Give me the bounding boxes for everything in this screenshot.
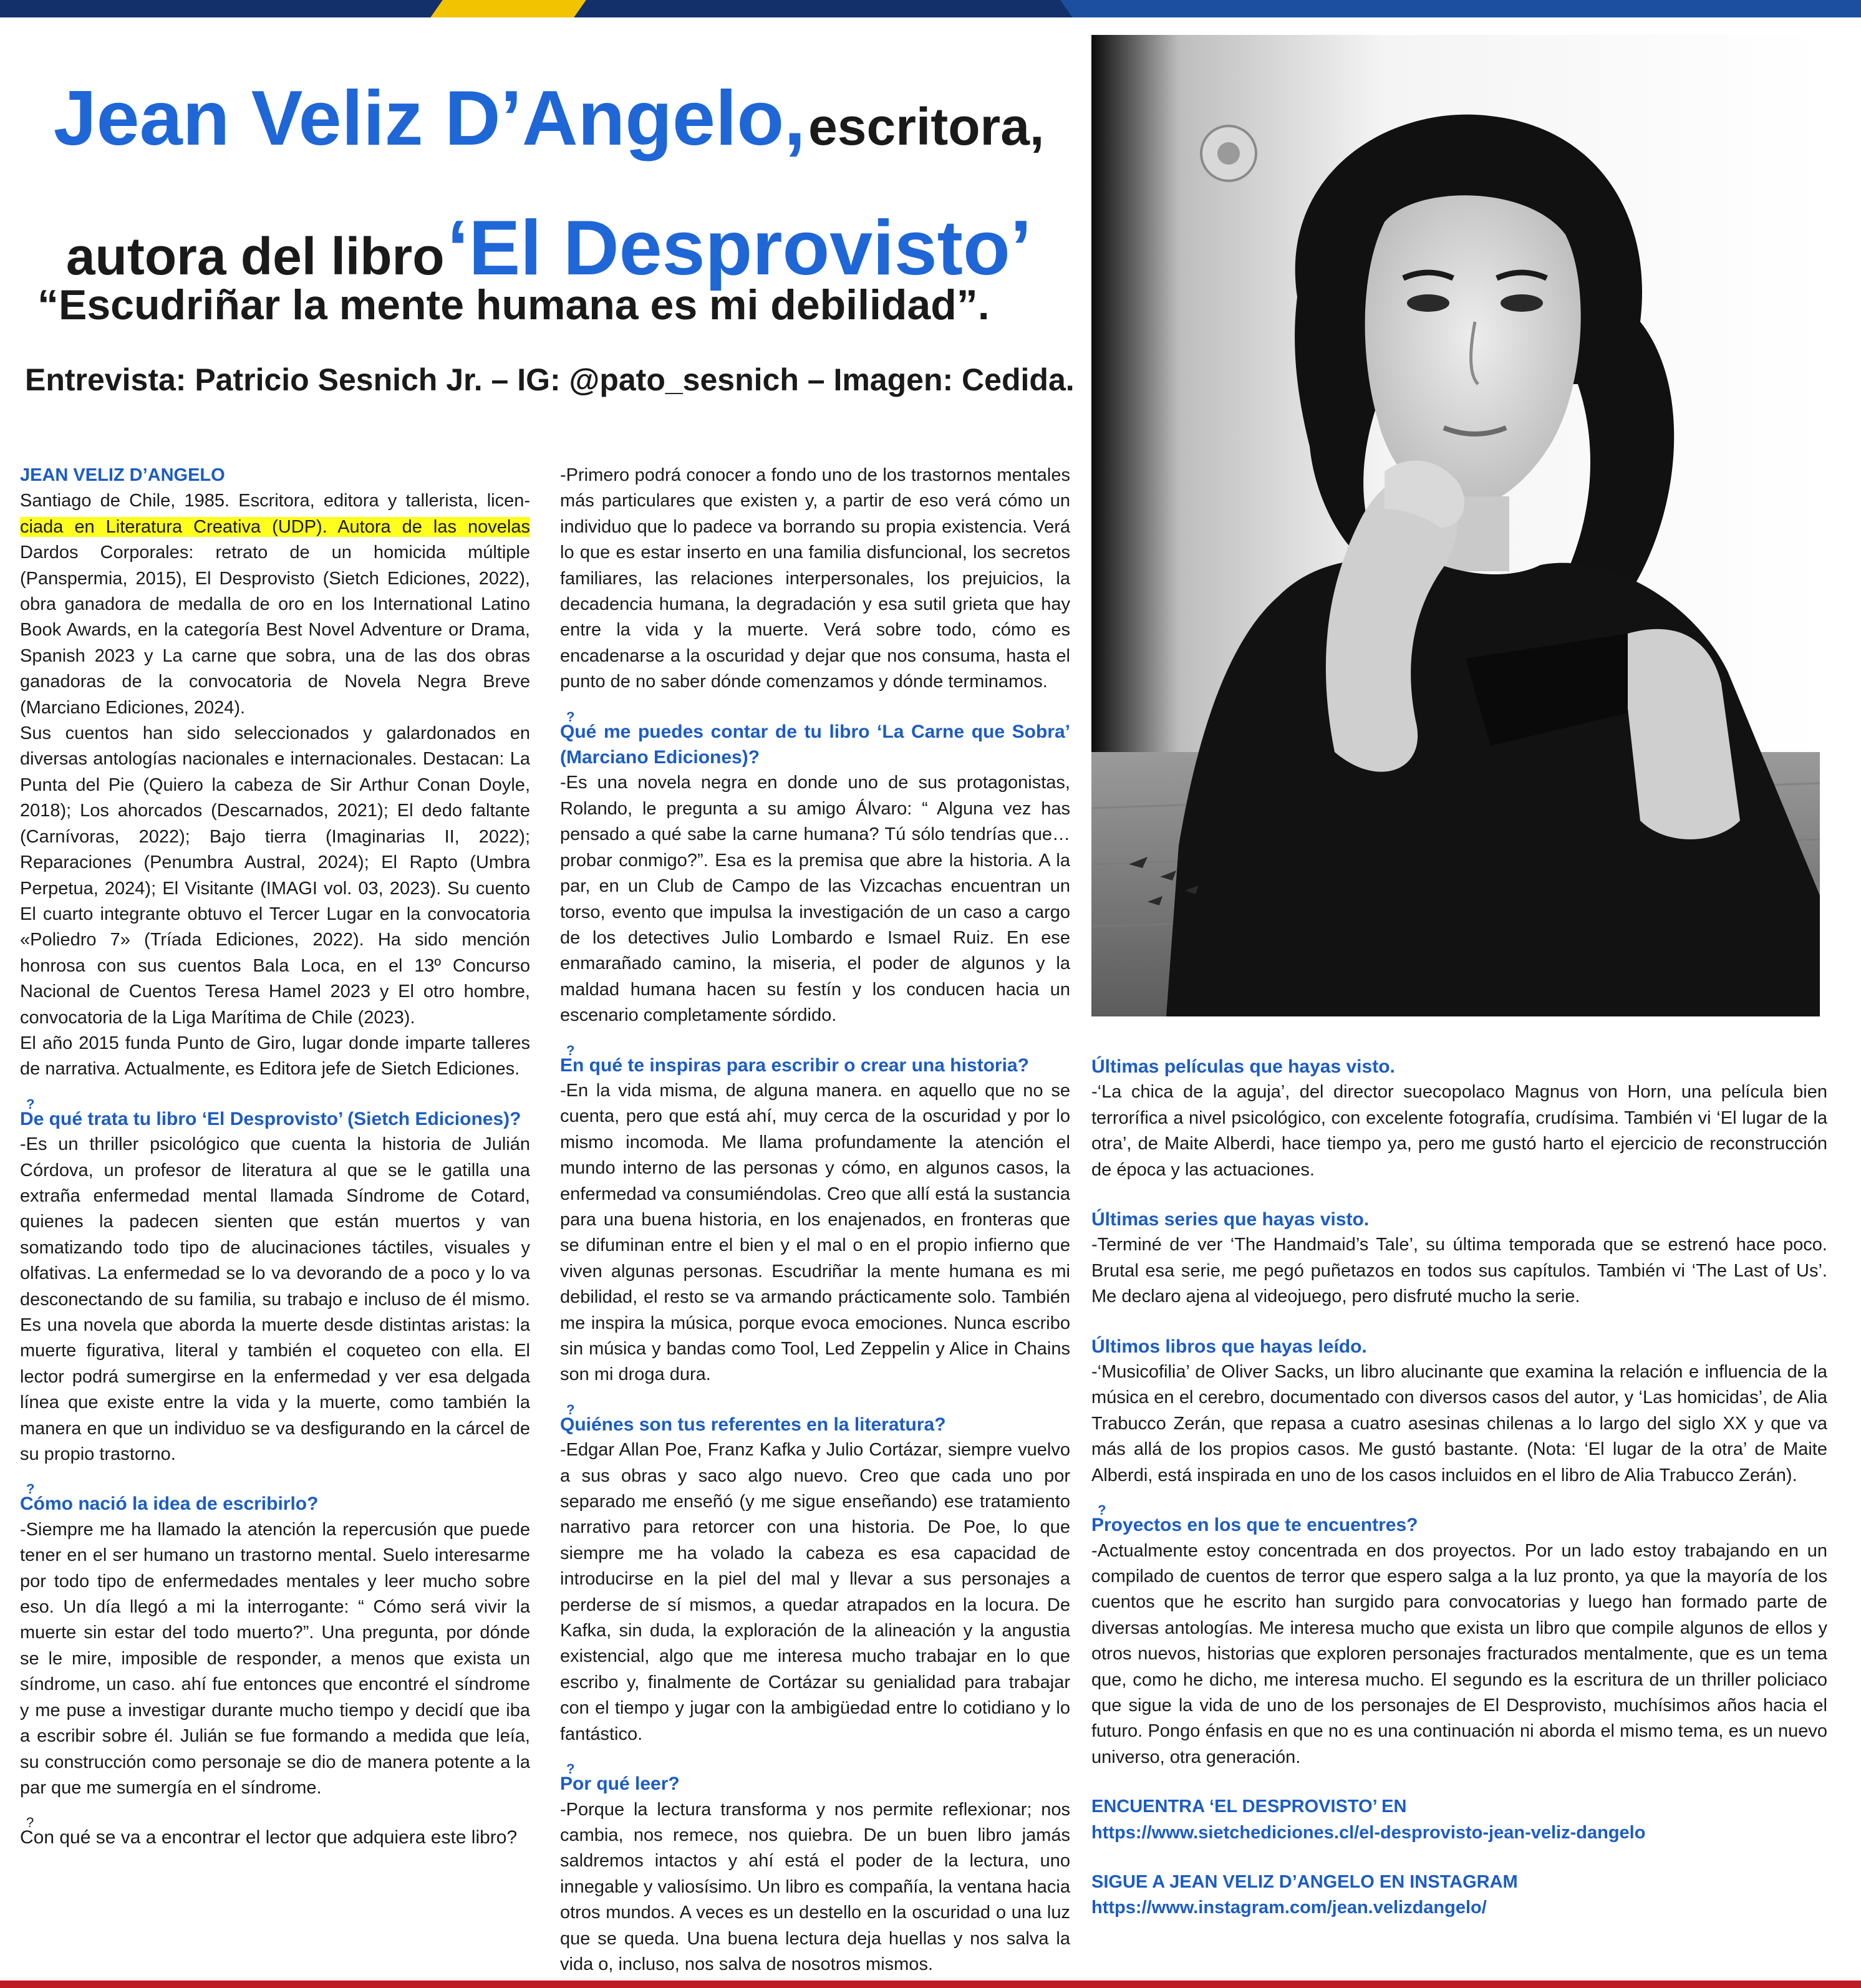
question-mark-glyph: ?: [1098, 1502, 1106, 1518]
question-text: Proyectos en los que te encuentres?: [1091, 1515, 1418, 1536]
question-heading: [560, 708, 1070, 771]
question-heading: [560, 1042, 1070, 1078]
answer-text: -Siempre me ha llamado la atención la repercusión que puede tener en el ser humano un trastorno mental. Suelo interesarme por todo tipo de enfermedades mentales y leer mucho sobre eso. Un día llegó a mi la interrogante: “ Cómo será vivir la muerte sin estar del todo muerto?”. Una pregunta, por dónde se le mire, imposible de responder, a menos que exista un síndrome, un caso. ahí fue entonces que encontré el síndrome y me puse a investigar durante mucho tiempo y decidí que iba a escribir sobre él. Julián se fue formando a medida que leía, su construcción como personaje se dio de manera potente a la par que me sumergía en el síndrome.: [20, 1519, 530, 1798]
question-heading: [20, 1815, 530, 1850]
answer-text: -‘Musicofilia’ de Oliver Sacks, un libro alucinante que examina la relación e influencia de la música en el cerebro, documentado con diversos casos del autor, y ‘Las homicidas’, de Alia Trabucco Zerán, que repasa a cuatro asesinas chilenas a lo largo del siglo XX y que va más allá de los propios casos. Me gustó bastante. (Nota: ‘El lugar de la otra’ de Maite Alberdi, está inspirada en uno de los casos incluidos en el libro de Alia Trabucco Zerán).: [1091, 1362, 1827, 1485]
bio-p1-start: Santiago de Chile, 1985. Escritora, editora y tallerista, licen-: [20, 491, 530, 511]
question-heading: [1091, 1502, 1827, 1538]
answer-text: -Terminé de ver ‘The Handmaid’s Tale’, su última temporada que se estrenó hace poco. Brutal esa serie, me pegó puñetazos en todos sus capítulos. También vi ‘The Last of Us’. Me declaro ajena al videojuego, pero disfruté mucho la serie.: [1091, 1235, 1827, 1307]
question-heading: Últimas series que hayas visto.: [1091, 1209, 1370, 1230]
headline-author-name: Jean Veliz D’Angelo,: [53, 75, 806, 162]
question-heading: [560, 1401, 1070, 1437]
answer-text: -‘La chica de la aguja’, del director suecopolaco Magnus von Horn, una película bien terrorífica a nivel psicológico, con excelente fotografía, crudísima. También vi ‘El lugar de la otra’, de Maite Alberdi, hace tiempo ya, pero me gustó harto el ejercicio de reconstrucción de época y las actuaciones.: [1091, 1082, 1827, 1180]
portrait-illustration: [1091, 35, 1820, 1016]
headline-prefix: autora del libro: [65, 227, 445, 286]
answer-text: -Porque la lectura transforma y nos permite reflexionar; nos cambia, nos remece, nos quiebra. De un buen libro jamás saldremos intactos y ahí está el poder de la lectura, uno innegable y valiosísimo. Un libro es compañía, la ventana hacia otros mundos. A veces es un destello en la oscuridad o una luz que se queda. Una buena lectura deja huellas y nos salva la vida o, incluso, nos salva de nosotros mismos.: [560, 1799, 1070, 1974]
column-1: [20, 463, 530, 1851]
headline-role: escritora,: [808, 97, 1045, 156]
question-text: Por qué leer?: [560, 1773, 680, 1795]
author-portrait-photo: [1091, 35, 1820, 1016]
question-heading: [20, 1481, 530, 1517]
question-heading: [560, 1761, 1070, 1797]
question-mark-glyph: ?: [26, 1815, 34, 1831]
question-text: Con qué se va a encontrar el lector que adquiera este libro?: [20, 1827, 518, 1848]
instagram-link-url[interactable]: https://www.instagram.com/jean.velizdangelo/: [1091, 1898, 1487, 1918]
bio-highlighted-text: ciada en Literatura Creativa (UDP). Autora de las novelas: [20, 516, 530, 537]
question-mark-glyph: ?: [566, 708, 575, 725]
question-heading: Últimas películas que hayas visto.: [1091, 1056, 1395, 1077]
bio-paragraph-2: Sus cuentos han sido seleccionados y galardonados en diversas antologías nacionales e internacionales. Destacan: La Punta del Pie (Quiero la cabeza de Sir Arthur Conan Doyle, 2018); Los ahorcados (Descarnados, 2021); El dedo faltante (Carnívoras, 2022); Bajo tierra (Imaginarias II, 2022); Reparaciones (Penumbra Austral, 2024); El Rapto (Umbra Perpetua, 2024); El Visitante (IMAGI vol. 03, 2023). Su cuento El cuarto integrante obtuvo el Tercer Lugar en la convocatoria «Poliedro 7» (Tríada Ediciones, 2022). Ha sido mención honrosa con sus cuentos Bala Loca, en el 13º Concurso Nacional de Cuentos Teresa Hamel 2023 y El otro hombre, convocatoria de la Liga Marítima de Chile (2023).: [20, 723, 530, 1028]
question-heading: [20, 1096, 530, 1132]
question-text: Quiénes son tus referentes en la literatura?: [560, 1414, 946, 1435]
top-bar-yellow-accent: [430, 0, 586, 17]
pull-quote: “Escudriñar la mente humana es mi debilidad”.: [37, 281, 990, 329]
question-text: En qué te inspiras para escribir o crear una historia?: [560, 1054, 1029, 1076]
answer-text: -Es una novela negra en donde uno de sus protagonistas, Rolando, le pregunta a su amigo Álvaro: “ Alguna vez has pensado a qué sabe la carne humana? Tú sólo tendrías que… probar conmigo?”. Esa es la premisa que abre la historia. A la par, en un Club de Campo de las Vizcachas encuentran un torso, evento que impulsa la investigación de un caso a cargo de los detectives Julio Lombardo e Ismael Ruiz. En ese enmarañado camino, la miseria, el poder de algunos y la maldad humana hacen su festín y los conducen hacia un escenario completamente sórdido.: [560, 773, 1070, 1026]
answer-text: -En la vida misma, de alguna manera. en aquello que no se cuenta, pero que está ahí, muy cerca de la oscuridad y por lo mismo incomoda. Me llama profundamente la atención el mundo interno de las personas y cómo, en algunos casos, la enfermedad va consumiéndolas. Creo que allí está la sustancia para una buena historia, en los enajenados, en fronteras que se difuminan entre el bien y el mal o en el propio infierno que viven algunas personas. Escudriñar la mente humana es mi debilidad, el resto se va armando prácticamente solo. También me inspira la música, porque evoca emociones. Nunca escribo sin música y bandas como Tool, Led Zeppelin y Alice in Chains son mi droga dura.: [560, 1080, 1070, 1385]
answer-text: -Edgar Allan Poe, Franz Kafka y Julio Cortázar, siempre vuelvo a sus obras y saco algo nuevo. Creo que cada uno por separado me enseñó (y me sigue enseñando) ese tratamiento narrativo para retorcer con una historia. De Poe, lo que siempre me ha volado la cabeza es esa capacidad de introducirse en la piel del mal y llevar a sus personajes a perderse de sí mismos, a quedar atrapados en la locura. De Kafka, sin duda, la exploración de la alineación y la angustia existencial, algo que me interesa mucho trabajar en lo que escribo y, finalmente de Cortázar su genialidad para trabajar con el tiempo y jugar con la ambigüedad entre lo cotidiano y lo fantástico.: [560, 1440, 1070, 1744]
bottom-decorative-bar: [0, 1981, 1861, 1988]
answer-text: -Primero podrá conocer a fondo uno de los trastornos mentales más particulares que existen y, a partir de eso verá cómo un individuo que lo padece va borrando su propia existencia. Verá lo que es estar inserto en una familia disfuncional, los secretos familiares, las relaciones interpersonales, los prejuicios, la decadencia humana, la degradación y esa sutil grieta que hay entre la vida y la muerte. Verá sobre todo, cómo es encadenarse a la oscuridad y dejar que nos consuma, hasta el punto de no saber dónde comenzamos y dónde terminamos.: [560, 465, 1070, 692]
question-heading: Últimos libros que hayas leído.: [1091, 1336, 1367, 1357]
question-mark-glyph: ?: [26, 1481, 35, 1497]
column-3: [1091, 1054, 1827, 1921]
answer-text: -Es un thriller psicológico que cuenta la historia de Julián Córdova, un profesor de literatura al que se le gatilla una extraña enfermedad mental llamada Síndrome de Cotard, quienes la padecen sienten que están muertos y van somatizando todo tipo de alucinaciones táctiles, visuales y olfativas. La enfermedad se lo va devorando de a poco y lo va desconectando de su familia, su trabajo e incluso de él mismo. Es una novela que aborda la muerte desde distintas aristas: la muerte figurativa, literal y también el coqueteo con ella. El lector podrá sumergirse en la enfermedad y ver esa delgada línea que existe entre la vida y la muerte, como también la manera en que un individuo se va desfigurando en la cárcel de su propio trastorno.: [20, 1134, 530, 1465]
top-bar-blue-band: [1060, 0, 1861, 17]
question-mark-glyph: ?: [566, 1761, 575, 1777]
answer-text: -Actualmente estoy concentrada en dos proyectos. Por un lado estoy trabajando en un compilado de cuentos de terror que espero salga a la luz pronto, ya que la mayoría de los cuentos que he escrito han surgido para convocatorias y luego han formado parte de diversas antologías. Me interesa mucho que exista un libro que compile algunos de ellos y otros nuevos, historias que exploren personajes fracturados mentalmente, que es un tema que, como he dicho, me interesa mucho. El segundo es la escritura de un thriller policiaco que sigue la vida de uno de los personajes de El Desprovisto, muchísimos años hacia el futuro. Pongo énfasis en que no es una continuación ni aborda el mismo tema, es un nuevo universo, otra generación.: [1091, 1540, 1827, 1767]
book-link-url[interactable]: https://www.sietchediciones.cl/el-desprovisto-jean-veliz-dangelo: [1091, 1822, 1646, 1843]
byline: Entrevista: Patricio Sesnich Jr. – IG: @pato_sesnich – Imagen: Cedida.: [25, 362, 1075, 397]
question-text: Qué me puedes contar de tu libro ‘La Carne que Sobra’ (Marciano Ediciones)?: [560, 721, 1070, 768]
question-mark-glyph: ?: [566, 1042, 575, 1058]
question-text: Cómo nació la idea de escribirlo?: [20, 1493, 319, 1515]
headline-book-title: ‘El Desprovisto’: [447, 205, 1032, 291]
question-mark-glyph: ?: [26, 1096, 35, 1112]
bio-heading: JEAN VELIZ D’ANGELO: [20, 465, 225, 485]
bio-paragraph-3: El año 2015 funda Punto de Giro, lugar donde imparte talleres de narrativa. Actualmente, es Editora jefe de Sietch Ediciones.: [20, 1033, 530, 1079]
question-text: De qué trata tu libro ‘El Desprovisto’ (Sietch Ediciones)?: [20, 1108, 521, 1129]
instagram-link-label: SIGUE A JEAN VELIZ D’ANGELO EN INSTAGRAM: [1091, 1871, 1518, 1892]
question-mark-glyph: ?: [566, 1401, 575, 1417]
book-link-label: ENCUENTRA ‘EL DESPROVISTO’ EN: [1091, 1797, 1407, 1817]
bio-p1-rest: Dardos Corporales: retrato de un homicida múltiple (Panspermia, 2015), El Desprovisto (Sietch Ediciones, 2022), obra ganadora de medalla de oro en los International Latino Book Awards, en la categoría Best Novel Adventure or Drama, Spanish 2023 y La carne que sobra, una de las dos obras ganadoras de la convocatoria de Novela Negra Breve (Marciano Ediciones, 2024).: [20, 543, 530, 718]
column-2: [560, 463, 1070, 1977]
top-decorative-bar: [0, 0, 1861, 17]
bio-paragraph-1: [20, 488, 530, 721]
